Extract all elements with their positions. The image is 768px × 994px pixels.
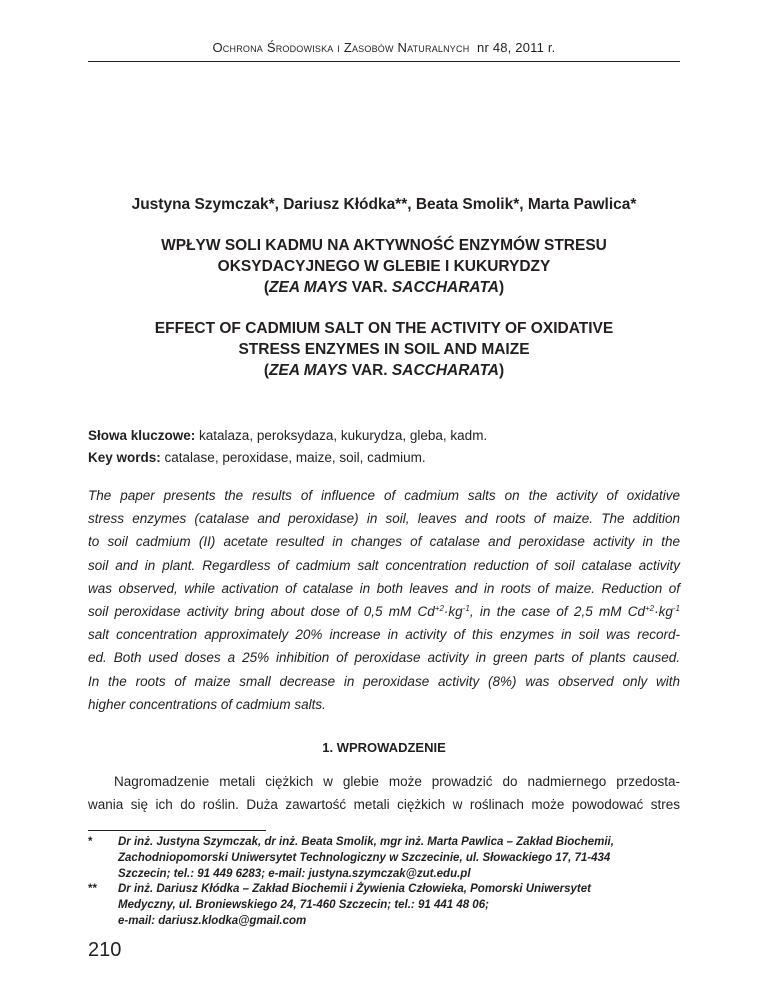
title-en-line2: STRESS ENZYMES IN SOIL AND MAIZE [238,341,530,358]
authors: Justyna Szymczak*, Dariusz Kłódka**, Beata Smolik*, Marta Pawlica* [131,196,637,213]
footnote-1: * Dr inż. Justyna Szymczak, dr inż. Beata Smolik, mgr inż. Marta Pawlica – Zakład Biochemii, Zachodniopomorski Uniwersytet Technologiczny w Szczecinie, ul. Słowackiego 17, 71-434 Szczecin; tel.: 91 449 6283; e-mail: justyna.szymczak@zut.edu.pl [88,836,614,880]
species-name: ZEA MAYS [269,362,348,379]
page-number: 210 [88,939,122,961]
title-en-line1: EFFECT OF CADMIUM SALT ON THE ACTIVITY OF OXIDATIVE [154,320,614,337]
title-pl-line3: (ZEA MAYS VAR. SACCHARATA) [263,279,505,296]
intro-paragraph [88,770,680,816]
title-pl-line2: OKSYDACYJNEGO W GLEBIE I KUKURYDZY [217,258,551,275]
keywords-en-label: Key words: [88,450,161,465]
journal-issue: nr 48, 2011 r. [477,40,556,55]
abstract-line: The paper presents the results of influence of cadmium salts on the activity of oxidative [88,488,680,503]
abstract-line: ed. Both used doses a 25% inhibition of peroxidase activity in green parts of plants caused. [88,650,680,666]
abstract [88,484,680,716]
footnotes [88,835,680,930]
title-english [88,318,680,381]
header-rule [88,61,680,62]
footnote-rule [88,830,266,831]
title-pl-line1: WPŁYW SOLI KADMU NA AKTYWNOŚĆ ENZYMÓW STRESU [161,237,607,254]
intro-line: Nagromadzenie metali ciężkich w glebie może prowadzić do nadmiernego przedosta- [114,774,680,789]
footnote-mark: ** [88,883,97,896]
title-en-line3: (ZEA MAYS VAR. SACCHARATA) [263,362,505,379]
variety-name: SACCHARATA [391,279,499,296]
abstract-line: In the roots of maize small decrease in peroxidase activity (8%) was observed only with [88,673,680,689]
keywords-english [88,450,680,465]
abstract-line: was observed, while activation of catalase in both leaves and in roots of maize. Reduction of [88,580,680,596]
title-polish [88,235,680,298]
journal-name: Ochrona Środowiska i Zasobów Naturalnych [212,40,470,55]
keywords-pl-text: katalaza, peroksydaza, kukurydza, gleba, kadm. [195,428,488,443]
intro-line: wania się ich do roślin. Duża zawartość metali ciężkich w roślinach może powodować stres [88,797,680,812]
species-name: ZEA MAYS [269,279,348,296]
keywords-pl-label: Słowa kluczowe: [88,428,196,443]
abstract-line: soil and in plant. Regardless of cadmium salt concentration reduction of soil catalase activity [88,557,680,573]
footnote-2: ** Dr inż. Dariusz Kłódka – Zakład Biochemii i Żywienia Człowieka, Pomorski Uniwersytet Medyczny, ul. Broniewskiego 24, 71-460 Szczecin; tel.: 91 441 48 06; e-mail: dariusz.klodka@gmail.com [88,883,591,927]
abstract-line: soil peroxidase activity bring about dose of 0,5 mM $Cd^{+2}\cdot kg^{-1}$, in the case of 2,5 mM $Cd^{+2}\cdot kg^{-1}$ [88,604,680,620]
keywords-polish [88,428,680,443]
abstract-line: salt concentration approximately 20% increase in activity of this enzymes in soil was record- [88,627,680,643]
keywords-en-text: catalase, peroxidase, maize, soil, cadmium. [160,450,426,465]
section-heading: 1. WPROWADZENIE [322,740,446,755]
abstract-line: stress enzymes (catalase and peroxidase) in soil, leaves and roots of maize. The addition [88,511,680,527]
abstract-line: higher concentrations of cadmium salts. [88,696,326,712]
footnote-mark: * [88,836,93,848]
variety-name: SACCHARATA [391,362,499,379]
running-header [88,40,680,62]
abstract-line: to soil cadmium (II) acetate resulted in changes of catalase and peroxidase activity in the [88,534,680,550]
